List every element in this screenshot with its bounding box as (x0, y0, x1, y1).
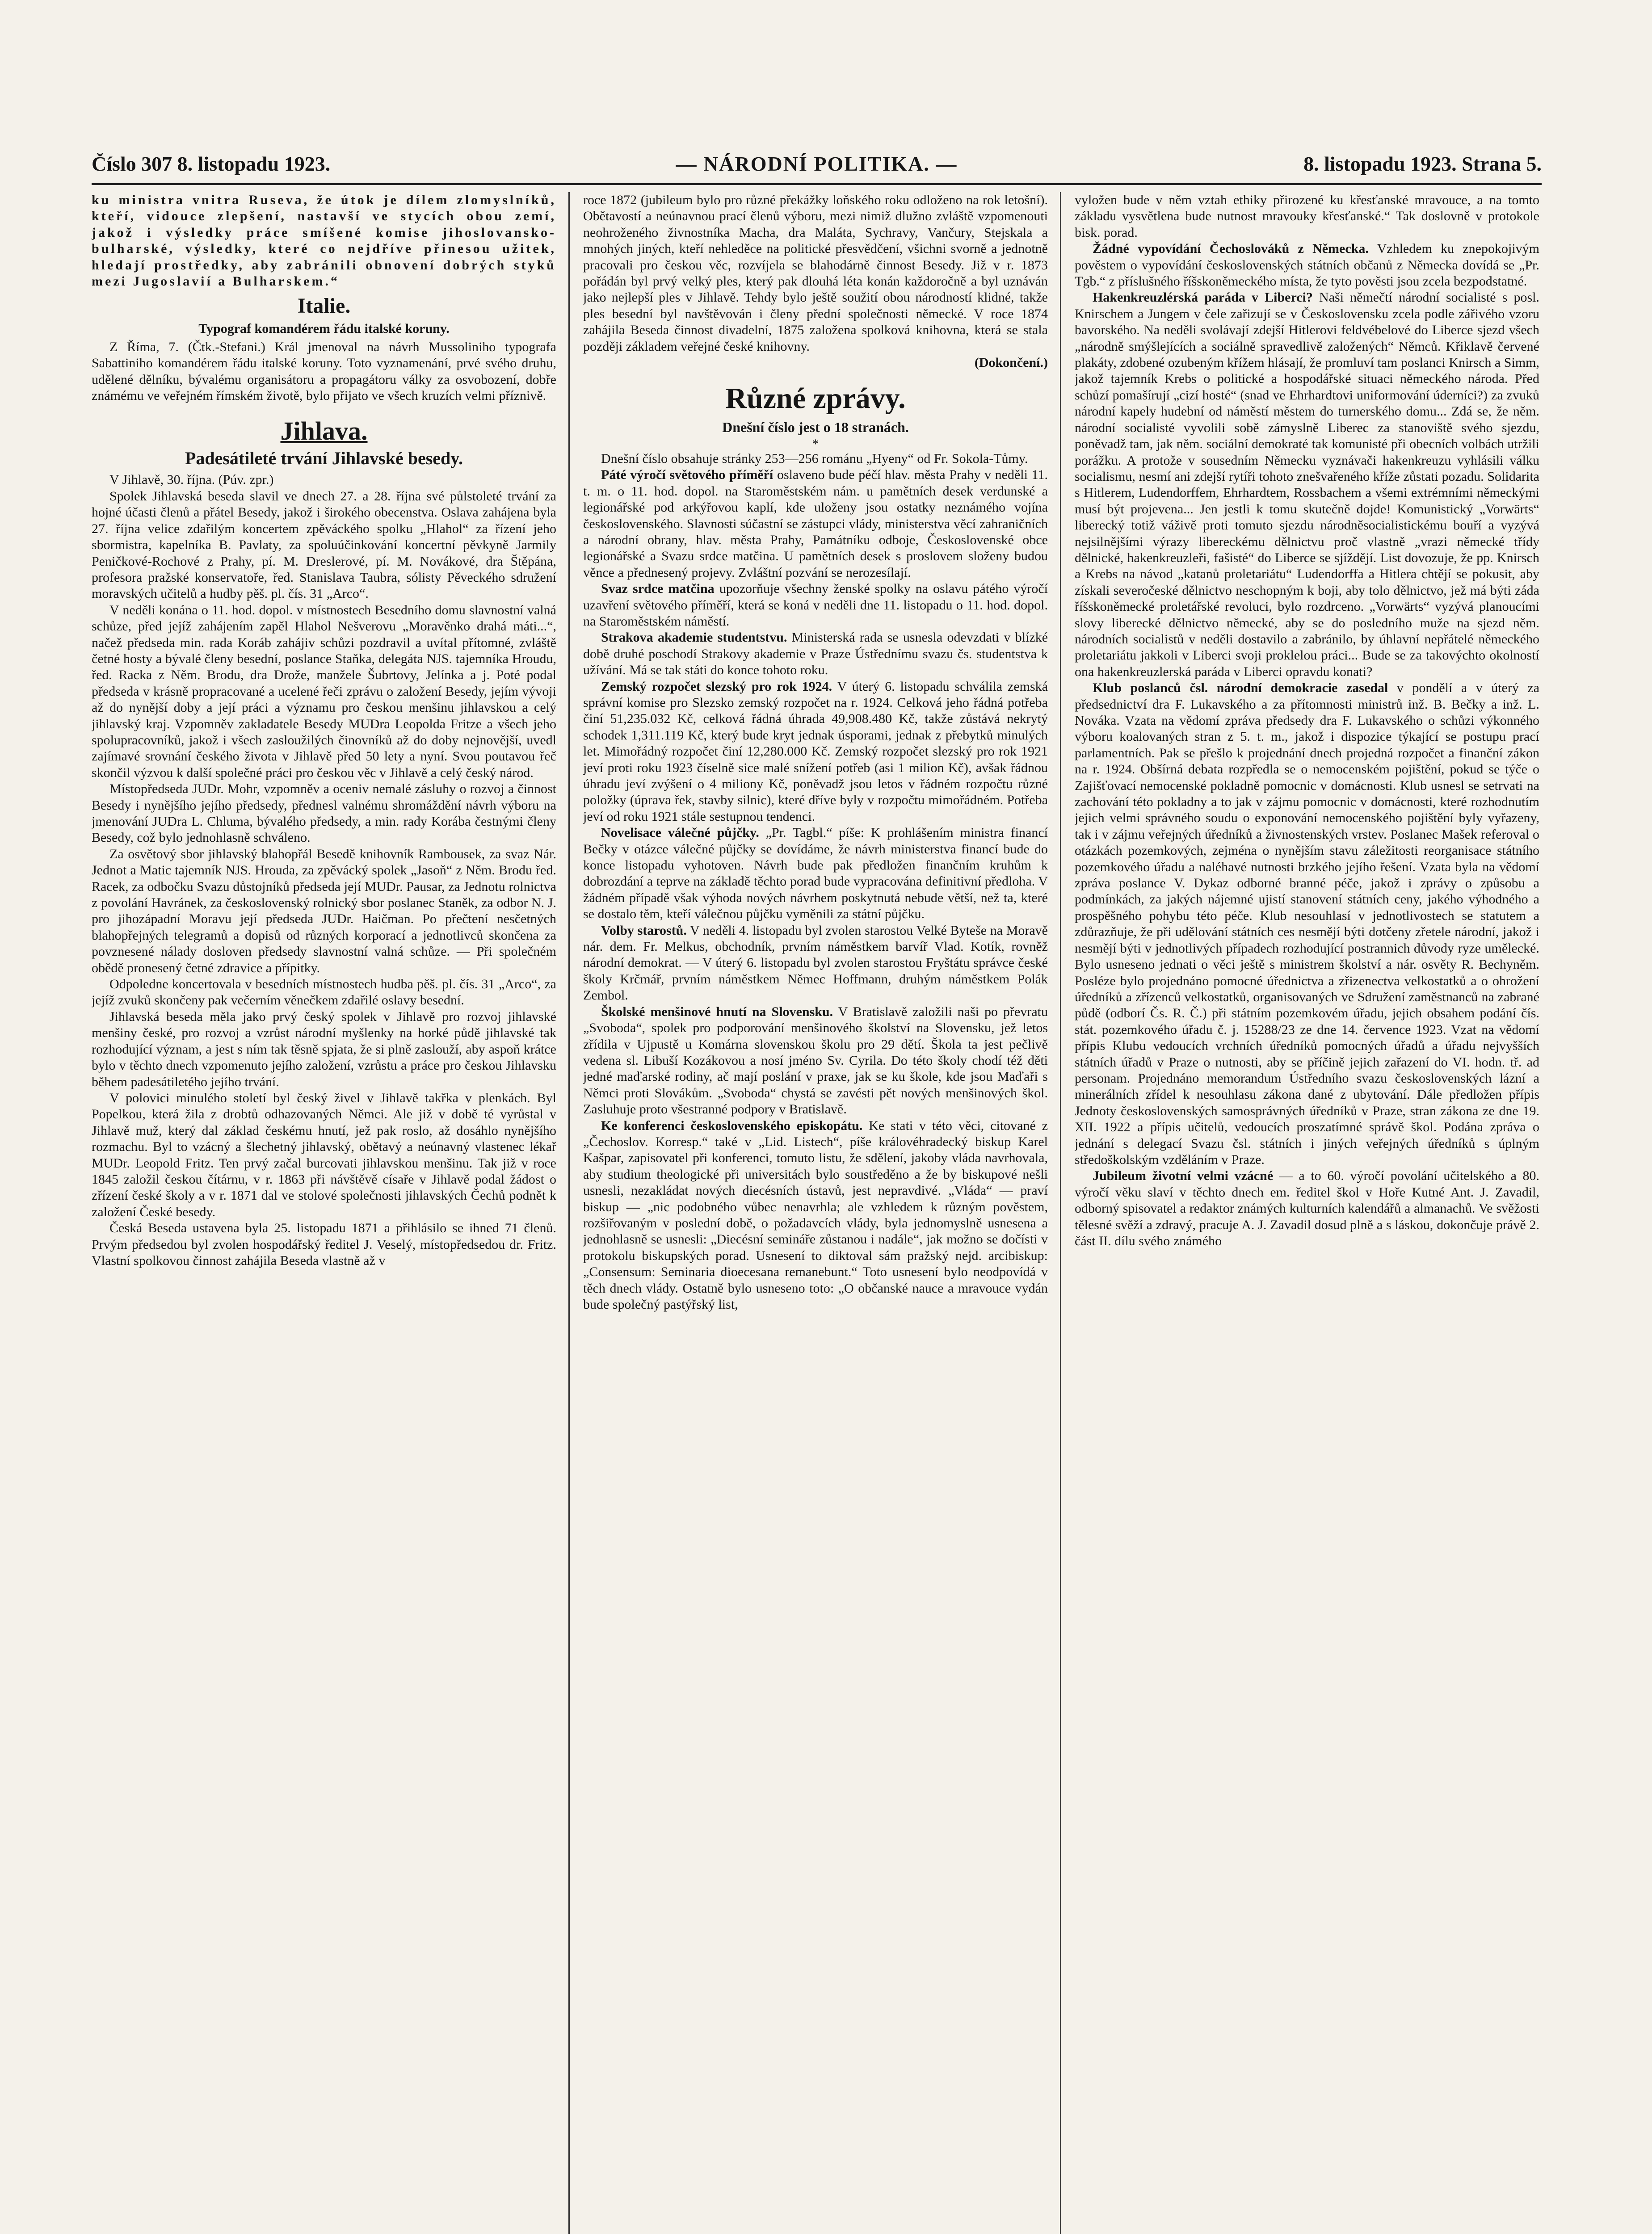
news-item-text: Ke stati v této věci, citované z „Čechoslov. Korresp.“ také v „Lid. Listech“, píše královéhradecký biskup Karel Kašpar, zapisovatel při konferenci, tomuto listu, že sdělení, jakoby vláda navrhovala, aby studium theologické při universitách bylo soustředěno a že by biskupové nešli usnesli, nezakládat nových diecésních ústavů, jest nepravdivé. „Vláda“ — praví biskup — „nic podobného vůbec nenavrhla; ale vzhledem k různým pověstem, rozšiřovaným v poslední době, o požadavcích vlády, byla jednomyslně usnesena a jednohlasně se usnesli: „Diecésní semináře zůstanou i nadále“, jak možno se dočísti v protokolu biskupských porad. Usnesení to diktoval sám pražský nejd. arcibiskup: „Consensum: Seminaria dioecesana remanebunt.“ Toto usnesení bylo neodpovídá v těch dnech vlády. Ostatně bylo usneseno toto: „O občanské nauce a mravouce vydán bude společný pastýřský list, (583, 1118, 1048, 1312)
news-item-title: Volby starostů. (601, 923, 687, 938)
issue-size-note: Dnešní číslo jest o 18 stranách. (722, 419, 909, 436)
news-item-title: Jubileum životní velmi vzácné (1093, 1168, 1274, 1184)
paragraph: V neděli konána o 11. hod. dopol. v místnostech Besedního domu slavnostní valná schůze, před jejíž zahájením zapěl Hlahol Nešverovu „Moravěnko drahá máti...“, načež předseda min. rada Koráb zahájiv schůzi pozdravil a uvítal přítomné, zvláště četné hosty a bývalé členy besední, poslance Staňka, delegáta NJS. tajemníka Hroudu, řed. Racka z Něm. Brodu, dra Drože, manžele Šubrtovy, Jelínka a j. Poté podal předseda v krásně propracované a ucelené řeči zprávu o založení Besedy, jejím vývoji až do nynější doby a její práci a významu pro českou menšinu jihlavskou a celý jihlavský kraj. Vzpomněv zakladatele Besedy MUDra Leopolda Fritze a všech jeho spolupracovníků, jakož i všech zasloužilých činovníků až do doby nejnovější, uvedl zajímavé srovnání českého života v Jihlavě před 50 lety a nyní. Svou poutavou řeč skončil výzvou k další společné práci pro českou věc v Jihlavě a celý český národ. (92, 602, 556, 780)
italy-heading: Italie. (297, 294, 351, 318)
star-separator: * (812, 436, 819, 451)
news-item-title: Žádné vypovídání Čechoslováků z Německa. (1093, 241, 1369, 256)
news-item-text: V Bratislavě založili naši po převratu „Svoboda“, spolek pro podporování menšinového školství na Slovensku, jež letos zřídila v Ujpustě u Komárna slovenskou školu pro 29 dětí. Škola ta jest pečlivě vedena sl. Libuší Kozákovou a nosí jméno Sv. Cyrila. Do této školy chodí též děti jedné maďarské rodiny, ač mají poslání v praxe, jak se ku škole, kde jsou Maďaři s Němci proti Slovákům. „Svoboda“ chystá se zavésti pět nových menšinových škol. Zasluhuje proto všestranné podpory v Bratislavě. (583, 1004, 1048, 1117)
italy-subheading: Typograf komandérem řádu italské koruny. (198, 321, 450, 336)
news-item-title: Zemský rozpočet slezský pro rok 1924. (601, 679, 832, 694)
news-item-title: Školské menšinové hnutí na Slovensku. (601, 1004, 833, 1019)
news-item (583, 1004, 1048, 1118)
news-item (1075, 241, 1539, 290)
news-item (1075, 290, 1539, 680)
bulgaria-article-end: ku ministra vnitra Ruseva, že útok je dílem zlomyslníků, kteří, vidouce zlepšení, nastavší ve stycích obou zemí, jakož i výsledky práce smíšené komise jihoslovansko-bulharské, výsledky, které co nejdříve přinesou užitek, hledají prostředky, aby zabránili obnovení dobrých styků mezi Jugoslavií a Bulharskem.“ (92, 193, 556, 289)
news-item-text: — a to 60. výročí povolání učitelského a 80. výročí věku slaví v těchto dnech em. ředitel škol v Hoře Kutné Ant. J. Zavadil, odborný spisovatel a redaktor známých kulturních kalendářů a almanachů. Ve svěžosti tělesné svěží a zdravý, pracuje A. J. Zavadil dosud plně a s láskou, dokončuje právě 2. část II. dílu svého známého (1075, 1168, 1539, 1248)
page-number: 8. listopadu 1923. Strana 5. (1303, 152, 1542, 175)
news-item-text: V neděli 4. listopadu byl zvolen starostou Velké Byteše na Moravě nár. dem. Fr. Melkus, obchodník, prvním náměstkem barvíř Vlad. Kotík, rovněž národní demokrat. — V úterý 6. listopadu byl zvolen starostou Fryštátu správce české školy Krčmář, prvním náměstkem Němec Hoffmann, druhým náměstkem Polák Zembol. (583, 923, 1048, 1003)
dateline: V Jihlavě, 30. října. (Púv. zpr.) (109, 472, 274, 487)
issue-contents-note: Dnešní číslo obsahuje stránky 253—256 románu „Hyeny“ od Fr. Sokola-Tůmy. (601, 451, 1028, 466)
column-1 (92, 192, 556, 2234)
news-item (1075, 680, 1539, 1168)
news-item-title: Páté výročí světového příměří (601, 467, 773, 483)
jihlava-continuation: roce 1872 (jubileum bylo pro různé překážky loňského roku odloženo na rok letošní). Obětavostí a neúnavnou prací členů výboru, mezi nimiž dlužno zvláště vzpomenouti neohroženého živnostníka Macha, dra Maláta, Sychravy, Vančury, Stejskala a mnohých jiných, kteří nehleděce na politické přesvědčení, všichni svorně a jednotně pracovali pro českou věc, rozvíjela se blahodárně činnost Besedy. Již v r. 1873 pořádán byl prvý velký ples, který pak dlouhá léta konán každoročně a byl uznáván jako nejlepší ples v Jihlavě. Tehdy bylo ještě soužití obou národností klidné, takže ples besední byl navštěvován i členy přední společnosti německé. V roce 1874 zahájila Beseda činnost divadelní, 1875 založena spolková knihovna, která se stala později základem veřejné české knihovny. (583, 193, 1048, 354)
newspaper-page (92, 147, 1542, 2234)
news-item-text: v pondělí a v úterý za předsednictví dra F. Lukavského a za přítomnosti ministrů inž. B. Bečky a inž. L. Nováka. Vzata na vědomí zpráva předsedy dra F. Lukavského o schůzi výkonného výboru koalovaných stran z 5. t. m., jakož i dispozice týkající se postupu prací parlamentních. Pak se přešlo k projednání dnech projedná rozpočet a finanční zákon na r. 1924. Obšírná debata rozpředla se o nemocenském pojištění, pokud se týče o Zajišťovací nemocenské pokladně pomocnic v domácnosti. Klub usnesl se setrvati na zachování této pokladny a to jak v zájmu pomocnic v domácnosti, které rozhodnutím jejich velmi správného soudu o exponování nemocenského pojištění byly vyřazeny, tak i v zájmu veřejných úředníků a živnostenských vrstev. Poslanec Mašek referoval o otázkách pozemkových, zejména o nynějším stavu záležitosti reorganisace státního pozemkového úřadu a naléhavé nutnosti brzkého jejího řešení. Vzata byla na vědomí zpráva poslance V. Dykaz odborné branné péče, jakož i zprávy o způsobu a podmínkách, za jakých nájemné ujistí stanovení státních ceny, jakého výhodného a prospěšného pohybu této péče. Klub nesouhlasí v jednotlivostech se statutem a zdůrazňuje, že při udělování státních ces nesmějí býti dotčeny zřetele národní, jakož i nesmějí býti v jednotlivých případech rozhodující postrannich důvody ryze umělecké. Bylo usneseno jednati o věci ještě s ministrem školství a nár. osvěty R. Bechyněm. Posléze bylo projednáno pomocné úřednictva a zřizenectva velkostatků a o ohrožení úředníků a zřízenců velkostatků, organisovaných ve Sdružení zaměstnanců na zabrané půdě (odborí Čs. R. Č.) při státním pozemkovém úřadu, jejich obsahem podání čís. stát. pozemkového úřadu č. j. 15288/23 ze dne 14. července 1923. Vzat na vědomí přípis Klubu vedoucích vrchních úředníků pomocných úřadů a úřadu nejvyšších státních úřadů v Praze o nutnosti, aby se příčině jejich zařazení do VI. hodn. tř. ad personam. Projednáno memorandum Ústředního svazu československých lázní a minerálních zřídel k nesouhlasu zákona dané z ubytování. Dále předložen přípis Jednoty československých samosprávných úředníků v Praze, stran zákona ze dne 19. XII. 1922 a přípis učitelů, vedoucích proszatímné správě škol. Podána zpráva o jednání s delegací Svazu čsl. státních i jiných veřejných úředníků s úplným středoškolským vzděláním v Praze. (1075, 680, 1539, 1167)
news-item-text: Ministerská rada se usnesla odevzdati v blízké době druhé poschodí Strakovy akademie v Praze Ústřednímu svazu čs. studentstva k užívání. Má se tak státi do konce tohoto roku. (583, 630, 1048, 678)
news-item-text: upozorňuje všechny ženské spolky na oslavu pátého výročí uzavření světového příměří, která se koná v neděli dne 11. listopadu o 11. hod. dopol. na Staroměstském náměstí. (583, 581, 1048, 629)
column-3 (1075, 192, 1539, 2234)
continuation-note: (Dokončení.) (974, 355, 1048, 370)
paragraph: Za osvětový sbor jihlavský blahopřál Besedě knihovník Rambousek, za svaz Nár. Jednot a Matic tajemník NJS. Hrouda, za zpěvácký spolek „Jasoň“ z Něm. Brodu řed. Racek, za odbočku Svazu důstojníků předseda její MUDr. Pausar, za Jednotu rolnictva z povolání Havránek, za československý rolnický sbor poslanec Staněk, za odbor N. J. pro jihozápadní Moravu její předseda JUDr. Haičman. Po přečtení nesčetných blahopřejných telegramů a dopisů od různých korporací a jednotlivců skončena za povznesené nálady dosloven předsedy slavnostní valná schůze. — Při společném obědě pronesený četné zdravice a přípitky. (92, 846, 556, 975)
news-item-text: V úterý 6. listopadu schválila zemská správní komise pro Slezsko zemský rozpočet na r. 1924. Celková jeho řádná potřeba činí 51,235.032 Kč, celková řádná úhrada 49,908.480 Kč, takže zůstává nekrytý schodek 1,311.119 Kč, který bude kryt jednak úsporami, jednak z přebytků minulých let. Mimořádný rozpočet činí 12,280.000 Kč. Zemský rozpočet slezský pro rok 1921 jeví proti roku 1923 číselně sice malé snížení potřeb (asi 1 milion Kč), avšak řádnou úhradu jeví zvýšení o 4 miliony Kč, poněvadž jsou letos v řádném rozpočtu různé položky (úprava řek, stavby silnic), které dříve byly v rozpočtu mimořádném. Potřeba jeví od roku 1921 stále sestupnou tendenci. (583, 679, 1048, 824)
news-item (583, 1118, 1048, 1313)
italy-text: Z Říma, 7. (Čtk.-Stefani.) Král jmenoval na návrh Mussoliniho typografa Sabattiniho komandérem řádu italské koruny. Toto vyznamenání, prvé svého druhu, udělené dělníku, bývalému organisátoru a propagátoru války za osvobození, dobře známému ve veřejném římském životě, bylo přijato ve všech kruzích velmi příznivě. (92, 339, 556, 403)
news-item-text: Naši němečtí národní socialisté s posl. Knirschem a Jungem v čele zařizují se v Československu zcela podle zářivého vzoru bavorského. Na neděli svolávají zdejší Hitlerovi feldvébelové do Liberce sjezd všech „národně smýšlejících a sociálně spravedlivě založených“ Němců. Křiklavě červené plakáty, zdobené ozubeným křížem hlásají, že promluví tam poslanci Knirsch a Simm, jakož tajemník Krebs o politické a hospodářské situaci německého národa. Před schůzí pomašírují „cizí hosté“ (snad ve Ehrhardtovi uniformování úderníci?) za zvuků národní kapely hudební od náměstí městem do turnerského domu... Zdá se, že něm. národní socialisté vyvolili sobě zámyslně Liberec za stanoviště svého sjezdu, poněvadž tam, jak něm. sociální demokraté tak komunisté při obecních volbách utržili porážku. A protože v sousedním Německu vyznávači hakenkreuzu vyhlásili válku socialismu, nesmí ani zdejší rytíři tohoto znešvařeného kříže zůstati pozadu. Solidarita s Hitlerem, Ludendorffem, Ehrhardtem, Rossbachem a všemi extrémními německými musí být projevena... Jen jestli k tomu skutečně dojde! Komunistický „Vorwärts“ liberecký totiž váživě proti tomuto sjezdu národněsocialistickému bouří a vyzývá nejsilnějšími výrazy libereckému dělnictvu proč vlastně „vrazi německé třídy dělnické, hakenkreuzleři, fašisté“ do Liberce se sjíždějí. List dovozuje, že pp. Knirsch a Krebs na návod „katanů proletariátu“ Ludendorffa a Hitlera chtějí se pokusit, aby získali severočeské dělnictvo neschopným k boji, aby tolo dělnictvo, jež má býti záda říšskoněmecké proletářské revoluci, bylo rozdrceno. „Vorwärts“ vyzývá planoucími slovy liberecké dělnictvo německé, aby se do posledního muže na sjezd něm. národních socialistů v neděli dostavilo a zabránilo, by úhlavní nepřátelé německého proletariátu jakkoli v Liberci svoji proklelou práci... Bude se za takovýchto okolností ona hakenkreuzlerská paráda v Liberci opravdu konati? (1075, 290, 1539, 679)
paragraph: V polovici minulého století byl český živel v Jihlavě takřka v plenkách. Byl Popelkou, která žila z drobtů odhazovaných Němci. Ale již v době té vyrůstal v Jihlavě muž, který dal základ českému hnutí, jež pak roslo, až dosáhlo nynějšího rozmachu. Byl to vzácný a šlechetný jihlavský, obětavý a neúnavný vlastenec lékař MUDr. Leopold Fritz. Ten prvý začal burcovati jihlavskou menšinu. Tak již v roce 1845 založil českou čítárnu, v r. 1863 při návštěvě císaře v Jihlavě podal žádost o zřízení české školy a v r. 1871 dal ve stolové společnosti jihlavských Čechů podnět k založení České besedy. (92, 1090, 556, 1219)
paragraph: Odpoledne koncertovala v besedních místnostech hudba pěš. pl. čís. 31 „Arco“, za jejíž zvuků skončeny pak večerním věnečkem zdařilé oslavy besední. (92, 977, 556, 1008)
news-item (583, 630, 1048, 678)
column-2 (583, 192, 1048, 2234)
masthead (92, 147, 1542, 185)
news-item-title: Novelisace válečné půjčky. (601, 825, 759, 840)
issue-number: Číslo 307 8. listopadu 1923. (92, 152, 331, 175)
news-item (583, 467, 1048, 581)
episcopate-continuation: vyložen bude v něm vztah ethiky přirozené ku křesťanské mravouce, a na tomto základu vysvětlena bude nutnost mravouky křesťanské.“ Tak doslovně v protokole bisk. porad. (1075, 193, 1539, 240)
news-item (583, 923, 1048, 1004)
paragraph: Jihlavská beseda měla jako prvý český spolek v Jihlavě pro rozvoj jihlavské menšiny české, pro rozvoj a vzrůst národní myšlenky na horké půdě jihlavské tak rozhodující význam, a jest s ním tak těsně spjata, že si plně zaslouží, aby aspoň krátce bylo v těchto dnech vzpomenuto jejího založení, vzrůstu a práce pro českou Jihlavsku během padesátiletého jejího trvání. (92, 1009, 556, 1089)
news-item-title: Svaz srdce matčina (601, 581, 715, 596)
jihlava-article-title: Padesátileté trvání Jihlavské besedy. (185, 448, 463, 469)
news-item (583, 581, 1048, 630)
news-item-text: oslaveno bude péčí hlav. města Prahy v neděli 11. t. m. o 11. hod. dopol. na Staroměstském nám. u pamětních desek verdunské a legionářské pod arkýřovou kaplí, kde uloženy jsou ostatky neznámého vojína československého. Slavnosti súčastní se zástupci vlády, ministerstva věcí zahraničních a národní obrany, hlav. města Prahy, Památníku odboje, Československé obce legionářské a Svazu srdce matčina. U pamětních desek s proslovem složeny budou věnce a přednesený projevy. Zvláštní pozvání se nerozesílají. (583, 467, 1048, 580)
news-item-title: Strakova akademie studentstvu. (601, 630, 787, 645)
news-item (1075, 1168, 1539, 1249)
news-item-title: Hakenkreuzlérská paráda v Liberci? (1093, 290, 1313, 305)
paragraph: Spolek Jihlavská beseda slavil ve dnech 27. a 28. října své půlstoleté trvání za hojné účasti členů a přátel Besedy, jakož i širokého obecenstva. Oslava zahájena byla 27. října velice zdařilým koncertem zpěváckého spolku „Hlahol“ za řízení jeho sbormistra, kapelníka B. Pavlaty, za spoluúčinkování koncertní pěvkyně Jarmily Peničkové-Rochové z Prahy, pí. M. Dreslerové, pí. M. Novákové, dra Štěpána, profesora pražské konservatoře, řed. Stanislava Taubra, sólisty Pěveckého sdružení moravských učitelů a hudby pěš. pl. čís. 31 „Arco“. (92, 488, 556, 601)
paragraph: Česká Beseda ustavena byla 25. listopadu 1871 a přihlásilo se ihned 71 členů. Prvým předsedou byl zvolen hospodářský ředitel J. Veselý, místopředsedou dr. Fritz. Vlastní spolkovou činnost zahájila Beseda vlastně až v (92, 1221, 556, 1268)
news-item-title: Klub poslanců čsl. národní demokracie zasedal (1093, 680, 1388, 696)
column-divider (568, 192, 570, 2234)
news-item (583, 679, 1048, 825)
news-item-text: „Pr. Tagbl.“ píše: K prohlášením ministra financí Bečky v otázce válečné půjčky se dovídáme, že návrh ministerstva financí bude do konce listopadu vyhotoven. Návrh bude pak předložen finančním kruhům k dobrozdání a teprve na základě těchto porad bude vypracována definitivní předloha. V žádném případě však výhoda nových návrhem poskytnutá nebude větší, než ta, které se dostalo těm, kteří válečnou půjčku vyměnili za státní půjčku. (583, 825, 1048, 922)
news-section-heading: Různé zprávy. (725, 382, 906, 415)
news-item (583, 825, 1048, 922)
paragraph: Místopředseda JUDr. Mohr, vzpomněv a oceniv nemalé zásluhy o rozvoj a činnost Besedy i nynějšího jejího předsedy, přednesl valnému shromáždění návrh výboru na jmenování JUDra L. Chluma, bývalého předsedy, a min. rady Korába čestnými členy Besedy, což bylo jednohlasně schváleno. (92, 781, 556, 845)
column-divider (1060, 192, 1061, 2234)
news-item-title: Ke konferenci československého episkopátu. (601, 1118, 863, 1133)
newspaper-title: — NÁRODNÍ POLITIKA. — (676, 152, 958, 175)
news-item-text: Vzhledem ku znepokojivým pověstem o vypovídání československých státních občanů z Německa dovídá se „Pr. Tgb.“ z příslušného říšskoněmeckého místa, že tyto pověsti jsou zcela bezpodstatné. (1075, 241, 1539, 289)
jihlava-heading: Jihlava. (280, 416, 368, 446)
